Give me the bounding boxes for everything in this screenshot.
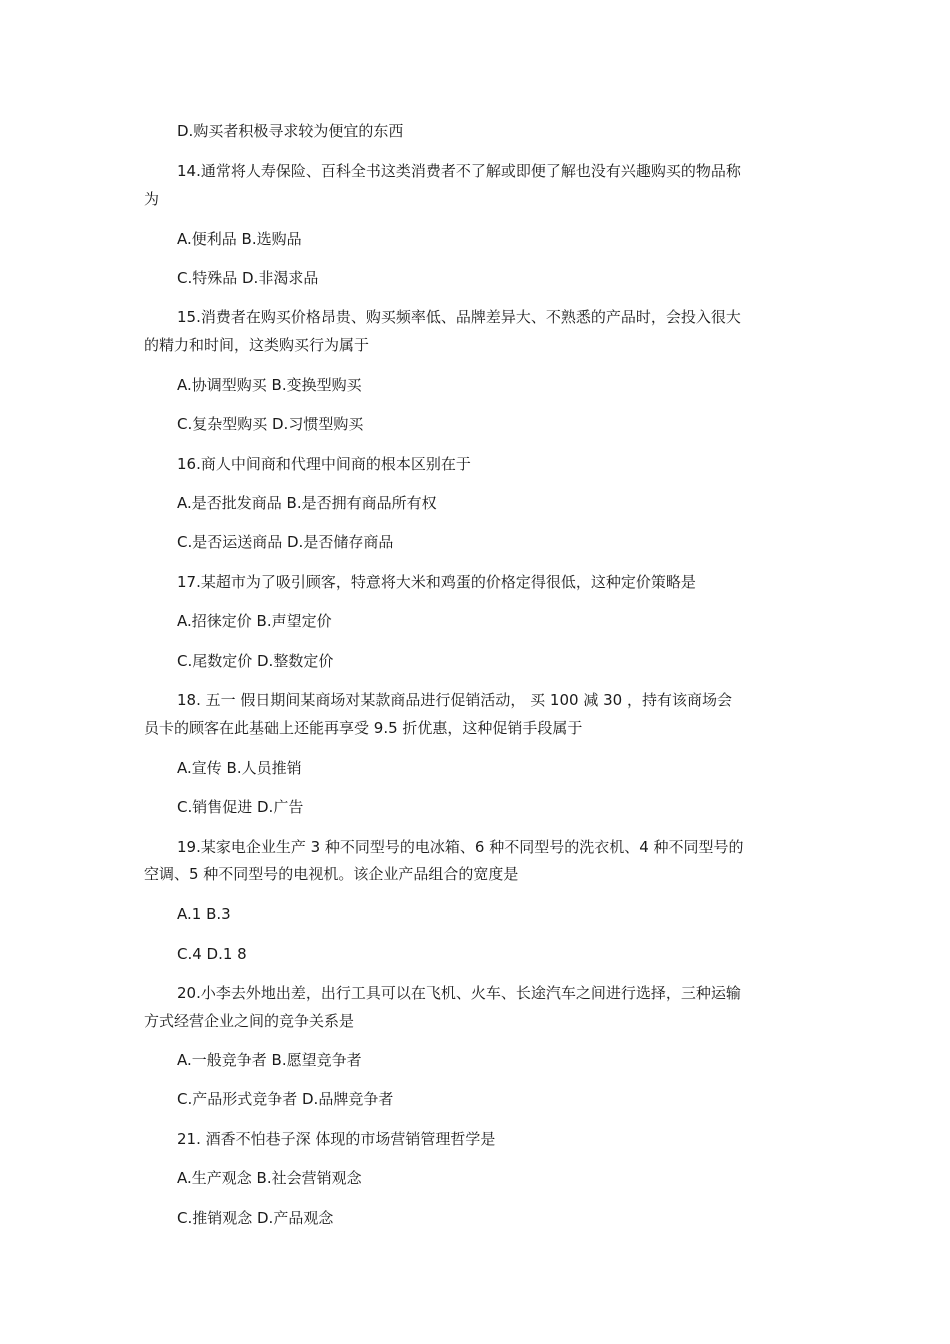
question-17: 17.某超市为了吸引顾客，特意将大米和鸡蛋的价格定得很低，这种定价策略是 — [177, 573, 696, 591]
question-14: 14.通常将人寿保险、百科全书这类消费者不了解或即便了解也没有兴趣购买的物品称 — [177, 162, 741, 180]
option-line: A.协调型购买 B.变换型购买 — [177, 376, 362, 394]
option-line: C.尾数定价 D.整数定价 — [177, 652, 334, 670]
question-20: 20.小李去外地出差，出行工具可以在飞机、火车、长途汽车之间进行选择，三种运输 — [177, 984, 741, 1002]
question-19-continuation: 空调、5 种不同型号的电视机。该企业产品组合的宽度是 — [144, 865, 519, 883]
question-15: 15.消费者在购买价格昂贵、购买频率低、品牌差异大、不熟悉的产品时，会投入很大 — [177, 308, 741, 326]
option-line: C.特殊品 D.非渴求品 — [177, 269, 319, 287]
question-15-continuation: 的精力和时间，这类购买行为属于 — [144, 336, 370, 354]
option-line: D.购买者积极寻求较为便宜的东西 — [177, 122, 404, 140]
question-14-continuation: 为 — [144, 190, 160, 208]
option-line: C.销售促进 D.广告 — [177, 798, 304, 816]
option-line: C.4 D.1 8 — [177, 945, 247, 963]
question-21: 21. 酒香不怕巷子深 体现的市场营销管理哲学是 — [177, 1130, 496, 1148]
option-line: A.招徕定价 B.声望定价 — [177, 612, 332, 630]
option-line: A.1 B.3 — [177, 905, 231, 923]
option-line: A.一般竞争者 B.愿望竞争者 — [177, 1051, 362, 1069]
question-16: 16.商人中间商和代理中间商的根本区别在于 — [177, 455, 471, 473]
option-line: A.是否批发商品 B.是否拥有商品所有权 — [177, 494, 437, 512]
option-line: A.生产观念 B.社会营销观念 — [177, 1169, 362, 1187]
option-line: A.宣传 B.人员推销 — [177, 759, 302, 777]
question-18: 18. 五一 假日期间某商场对某款商品进行促销活动， 买 100 减 30 ，持有该商场会 — [177, 691, 732, 709]
option-line: C.是否运送商品 D.是否储存商品 — [177, 533, 394, 551]
question-20-continuation: 方式经营企业之间的竞争关系是 — [144, 1012, 355, 1030]
option-line: C.推销观念 D.产品观念 — [177, 1209, 334, 1227]
option-line: A.便利品 B.选购品 — [177, 230, 302, 248]
option-line: C.复杂型购买 D.习惯型购买 — [177, 415, 364, 433]
question-18-continuation: 员卡的顾客在此基础上还能再享受 9.5 折优惠，这种促销手段属于 — [144, 719, 583, 737]
option-line: C.产品形式竞争者 D.品牌竞争者 — [177, 1090, 394, 1108]
question-19: 19.某家电企业生产 3 种不同型号的电冰箱、6 种不同型号的洗衣机、4 种不同型号的 — [177, 838, 744, 856]
